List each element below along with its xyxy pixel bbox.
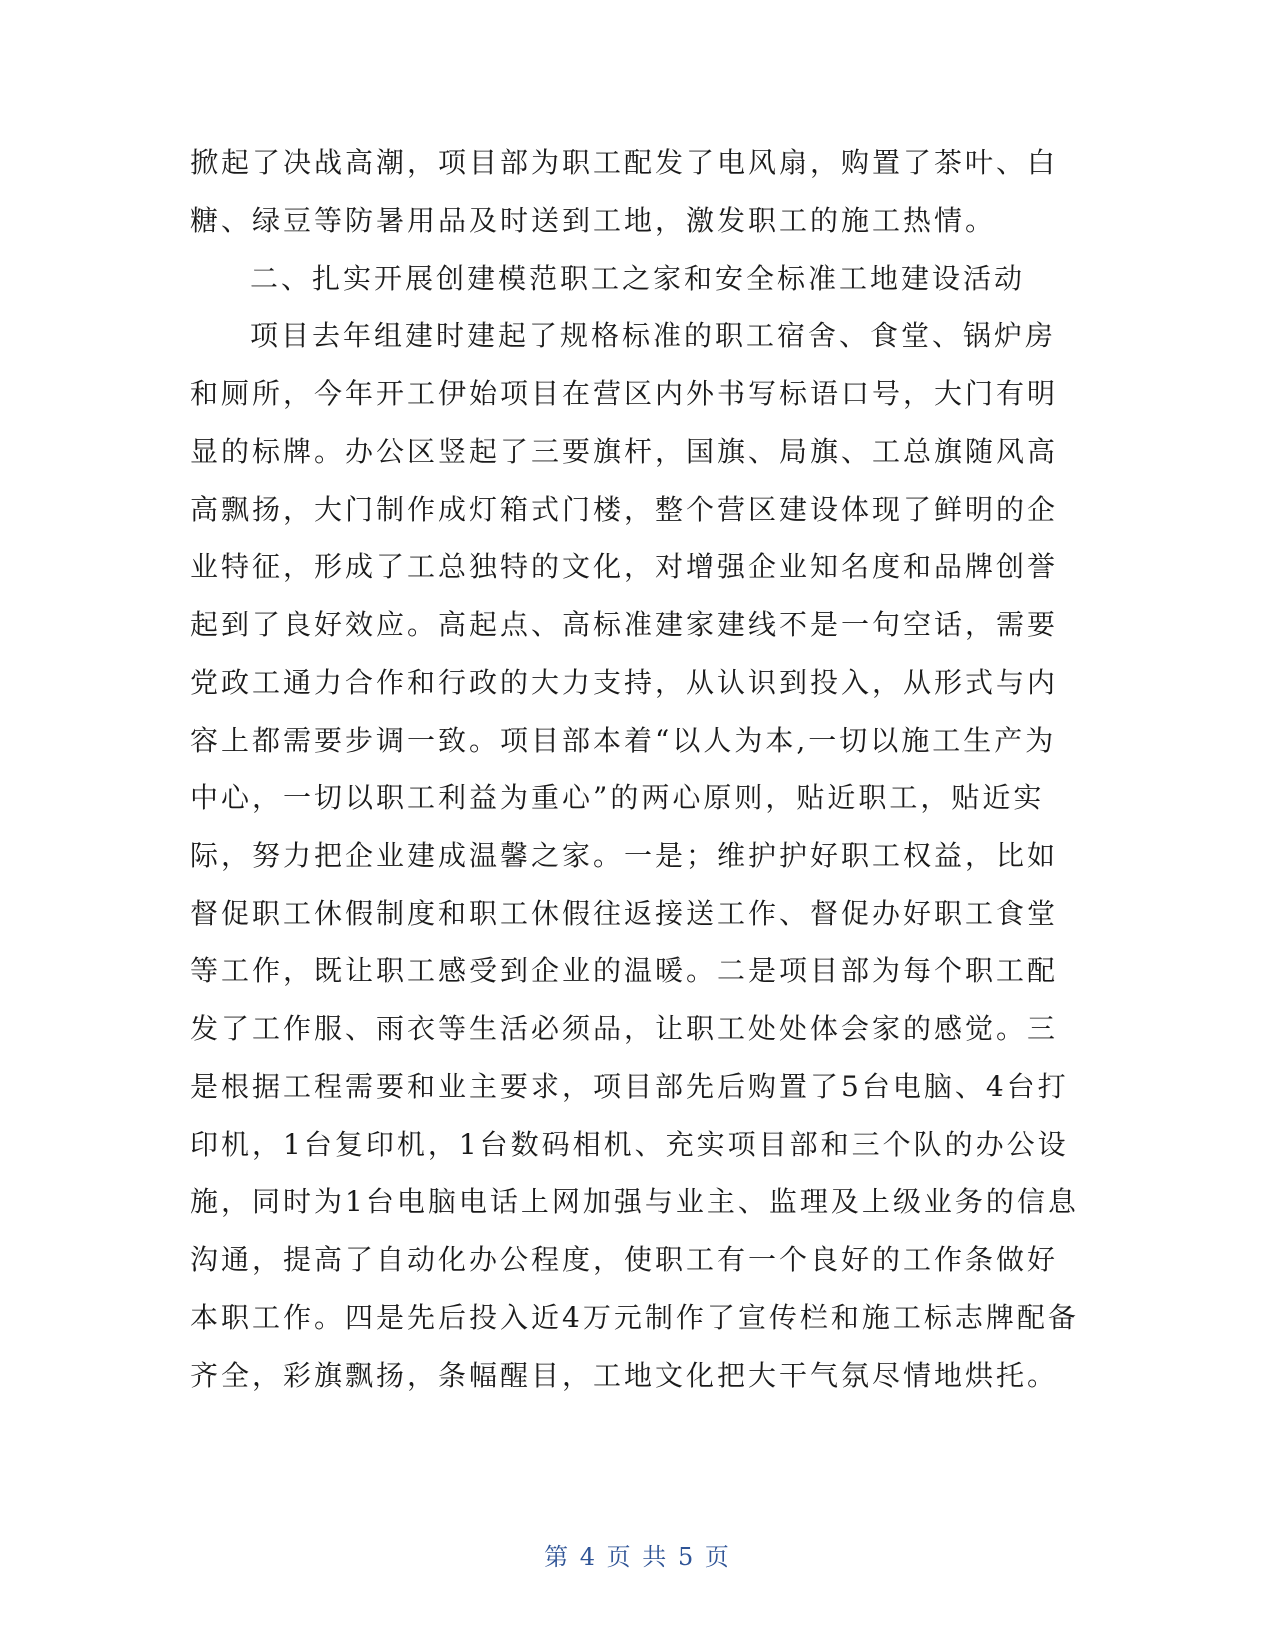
body-text-line: 际，努力把企业建成温馨之家。一是；维护护好职工权益，比如 [190,839,1059,872]
body-text-line: 项目去年组建时建起了规格标准的职工宿舍、食堂、锅炉房 [250,319,1057,352]
body-text-line: 是根据工程需要和业主要求，项目部先后购置了5台电脑、4台打 [190,1070,1069,1103]
body-text-line: 督促职工休假制度和职工休假往返接送工作、督促办好职工食堂 [190,897,1059,930]
body-text-line: 掀起了决战高潮，项目部为职工配发了电风扇，购置了茶叶、白 [190,146,1059,179]
body-text-line: 发了工作服、雨衣等生活必须品，让职工处处体会家的感觉。三 [190,1012,1059,1045]
body-text-line: 沟通，提高了自动化办公程度，使职工有一个良好的工作条做好 [190,1243,1059,1276]
body-text-line: 施，同时为1台电脑电话上网加强与业主、监理及上级业务的信息 [190,1185,1079,1218]
body-text-line: 等工作，既让职工感受到企业的温暖。二是项目部为每个职工配 [190,954,1059,987]
body-text-line: 印机，1台复印机，1台数码相机、充实项目部和三个队的办公设 [190,1128,1069,1161]
body-text-line: 糖、绿豆等防暑用品及时送到工地，激发职工的施工热情。 [190,204,997,237]
body-text-line: 党政工通力合作和行政的大力支持，从认识到投入，从形式与内 [190,666,1059,699]
body-text-line: 齐全，彩旗飘扬，条幅醒目，工地文化把大干气氛尽情地烘托。 [190,1359,1059,1392]
page-number-footer: 第 4 页 共 5 页 [544,1543,731,1571]
body-text-line: 本职工作。四是先后投入近4万元制作了宣传栏和施工标志牌配备 [190,1301,1079,1334]
body-text-line: 中心，一切以职工利益为重心”的两心原则，贴近职工，贴近实 [190,781,1045,814]
section-heading: 二、扎实开展创建模范职工之家和安全标准工地建设活动 [250,262,1026,295]
body-text-line: 业特征，形成了工总独特的文化，对增强企业知名度和品牌创誉 [190,550,1059,583]
body-text-line: 起到了良好效应。高起点、高标准建家建线不是一句空话，需要 [190,608,1059,641]
body-text-line: 容上都需要步调一致。项目部本着“以人为本,一切以施工生产为 [190,724,1057,757]
body-text-line: 和厕所，今年开工伊始项目在营区内外书写标语口号，大门有明 [190,377,1059,410]
body-text-line: 显的标牌。办公区竖起了三要旗杆，国旗、局旗、工总旗随风高 [190,435,1059,468]
body-text-line: 高飘扬，大门制作成灯箱式门楼，整个营区建设体现了鲜明的企 [190,493,1059,526]
